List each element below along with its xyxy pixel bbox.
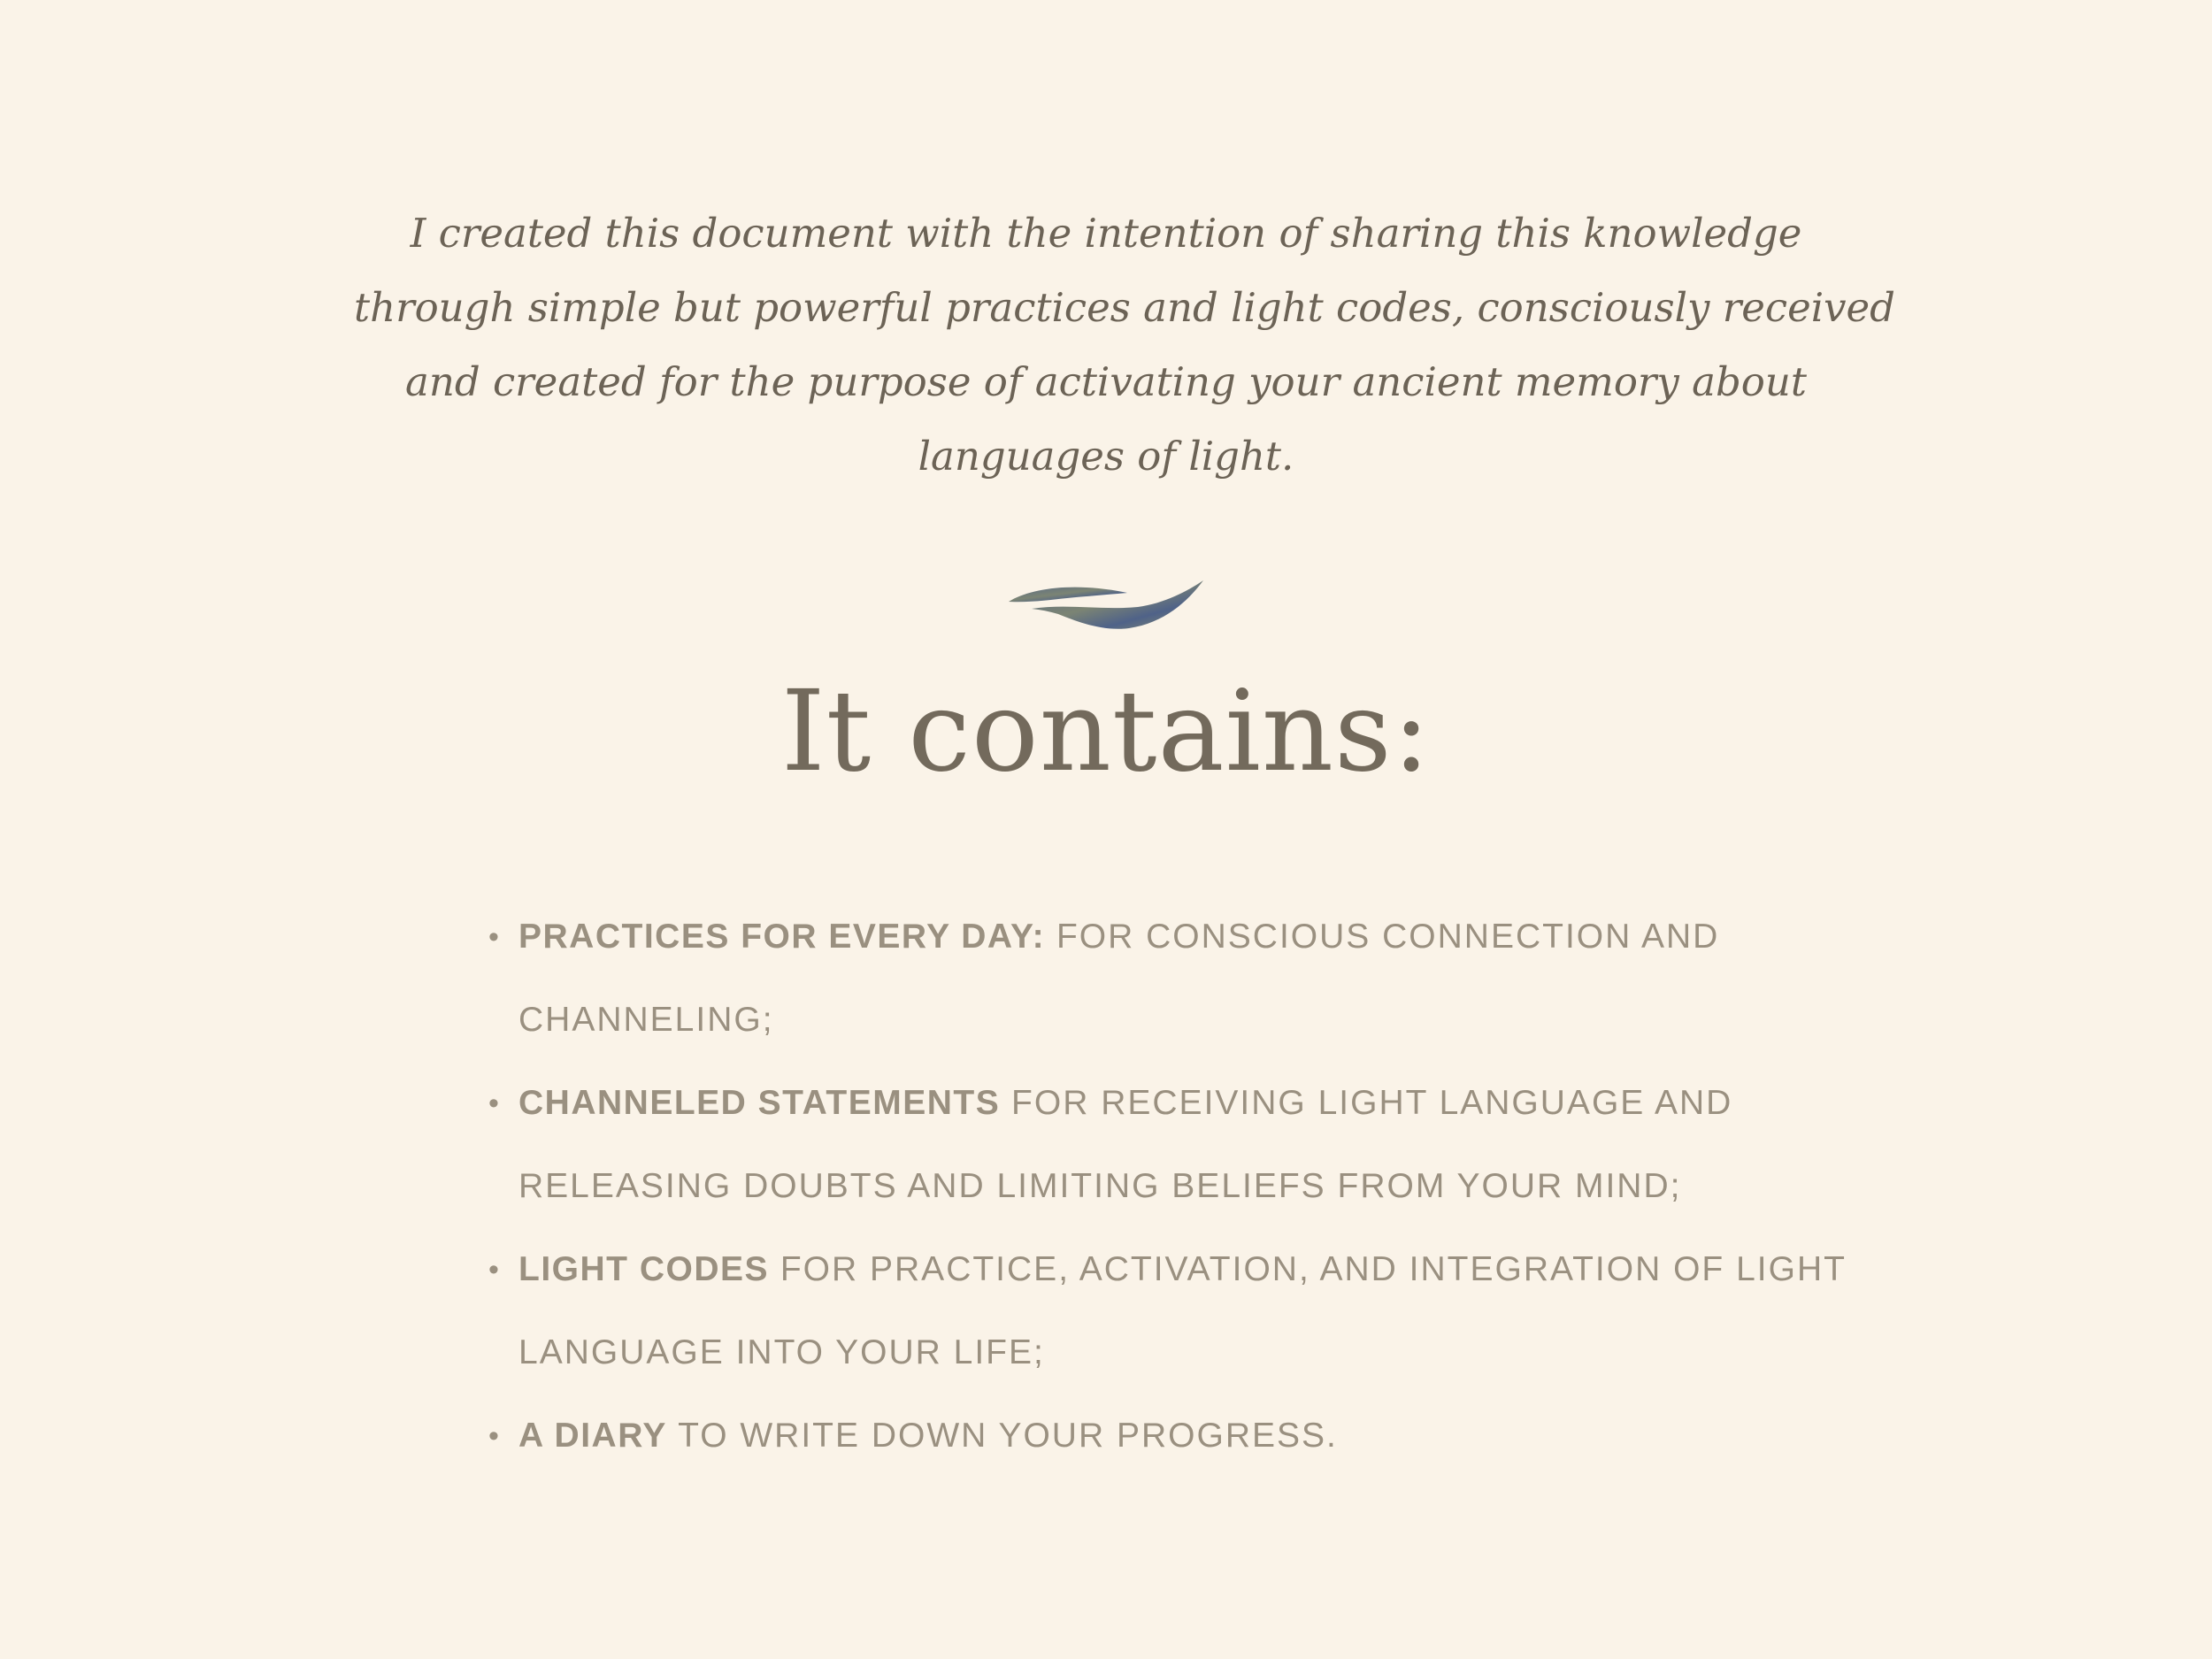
contents-list <box>488 895 1904 1478</box>
list-item-title: PRACTICES FOR EVERY DAY: <box>518 918 1046 956</box>
list-item <box>488 1394 1904 1478</box>
list-item <box>488 1062 1904 1228</box>
ornament-lower-stroke <box>1032 580 1203 629</box>
list-item-text: FOR RECEIVING LIGHT LANGUAGE AND <box>1000 1084 1733 1122</box>
list-item-line <box>518 1062 1904 1145</box>
intro-paragraph <box>354 196 1895 494</box>
ornament-upper-stroke <box>1009 588 1127 603</box>
list-item-text: FOR PRACTICE, ACTIVATION, AND INTEGRATION OF LIGHT <box>769 1250 1847 1288</box>
intro-line: through simple but powerful practices and light codes, consciously received <box>354 284 1895 331</box>
list-item-text: TO WRITE DOWN YOUR PROGRESS. <box>666 1417 1338 1455</box>
bullet-icon: • <box>488 1419 501 1453</box>
list-item-title: A DIARY <box>518 1417 667 1455</box>
brush-stroke-wave-icon <box>1005 575 1207 634</box>
intro-line: languages of light. <box>918 433 1294 480</box>
list-item <box>488 895 1904 1062</box>
list-item-continuation: RELEASING DOUBTS AND LIMITING BELIEFS FROM YOUR MIND; <box>518 1167 1682 1205</box>
intro-line: and created for the purpose of activating your ancient memory about <box>405 358 1807 405</box>
list-item <box>488 1228 1904 1394</box>
list-item-continuation: LANGUAGE INTO YOUR LIFE; <box>518 1333 1045 1371</box>
bullet-icon: • <box>488 1087 501 1120</box>
list-item-continuation: CHANNELING; <box>518 1001 774 1039</box>
list-item-line <box>518 1394 1904 1478</box>
bullet-icon: • <box>488 1253 501 1286</box>
list-item-title: CHANNELED STATEMENTS <box>518 1084 1001 1122</box>
list-item-line <box>518 1228 1904 1311</box>
section-heading: It contains: <box>780 666 1432 796</box>
intro-line: I created this document with the intention of sharing this knowledge <box>410 210 1802 257</box>
list-item-line <box>518 895 1904 979</box>
list-item-text: FOR CONSCIOUS CONNECTION AND <box>1045 918 1720 956</box>
list-item-title: LIGHT CODES <box>518 1250 770 1288</box>
bullet-icon: • <box>488 920 501 954</box>
